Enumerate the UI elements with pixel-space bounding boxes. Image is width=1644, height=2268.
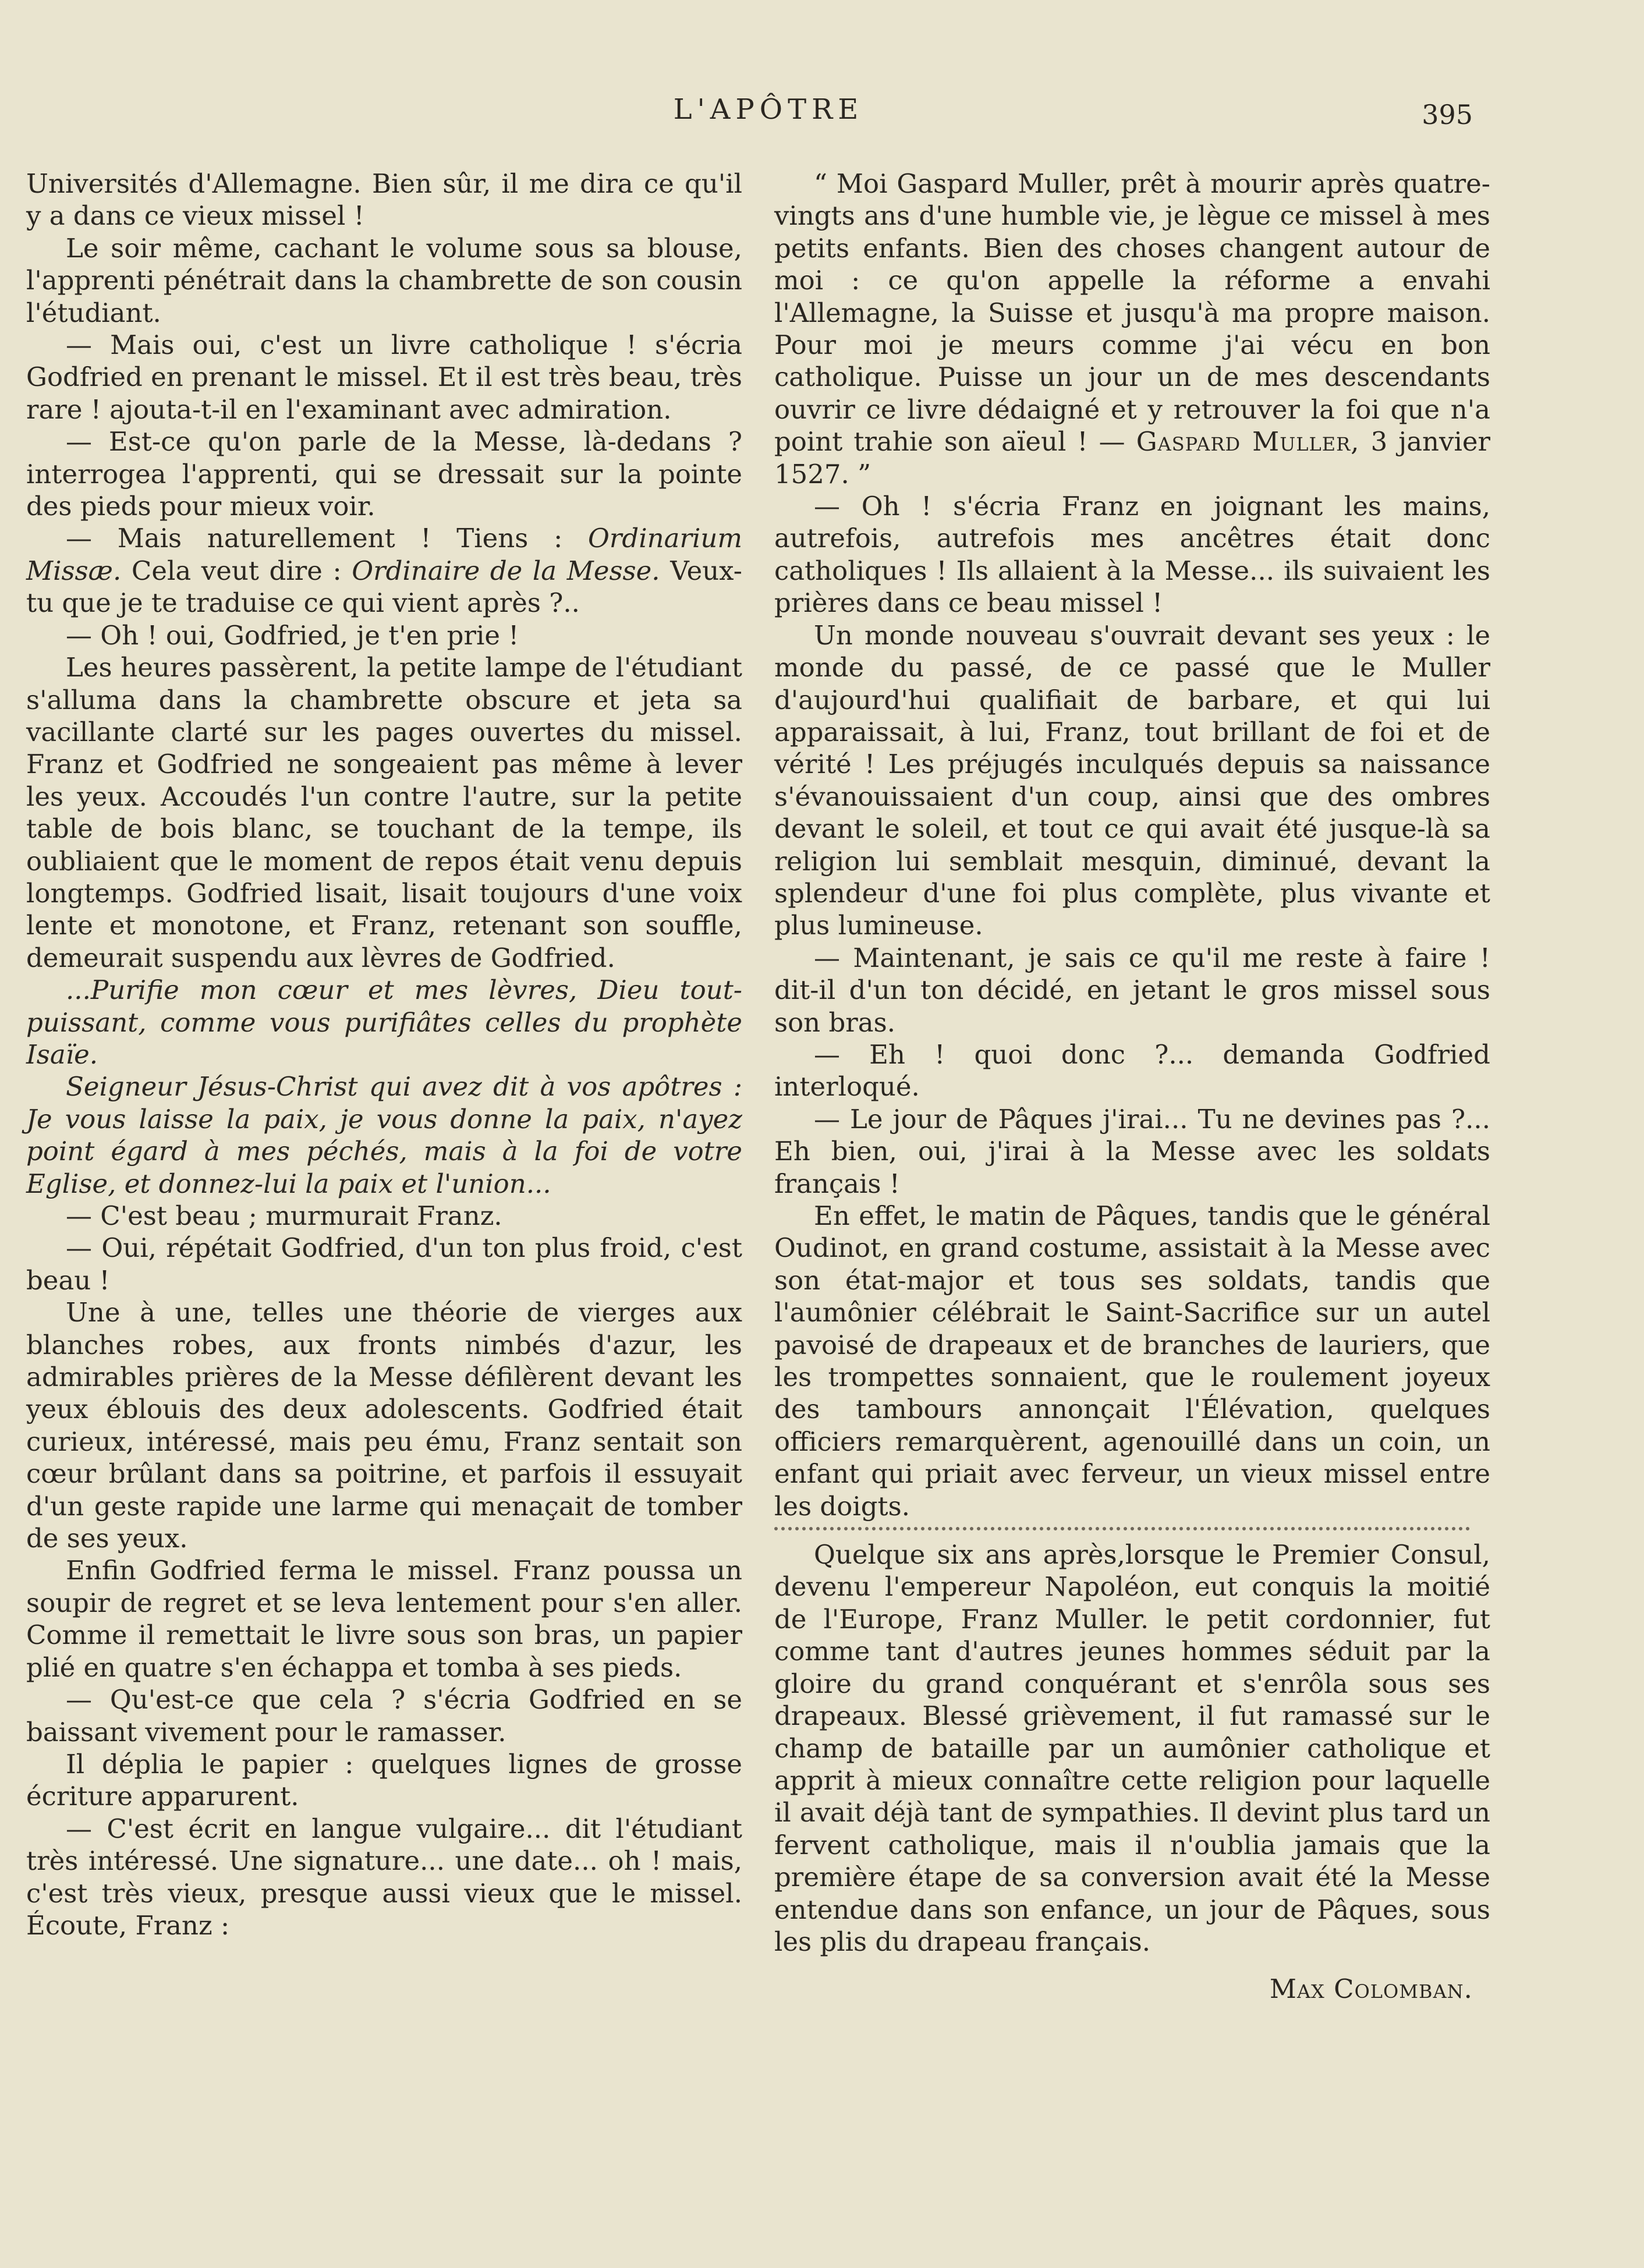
paragraph: — Eh ! quoi donc ?... demanda Godfried interloqué. [774,1039,1490,1103]
paragraph: Les heures passèrent, la petite lampe de l'étudiant s'alluma dans la chambrette obscure et jeta sa vacillante clarté sur les pages ouvertes du missel. Franz et Godfried ne songeaient pas même à lever les yeux. Accoudés l'un contre l'autre, sur la petite table de bois blanc, se touchant de la tempe, ils oubliaient que le moment de repos était venu depuis longtemps. Godfried lisait, lisait toujours d'une voix lente et monotone, et Franz, retenant son souffle, demeurait suspendu aux lèvres de Godfried. [26,652,742,973]
text-run: — Mais naturellement ! Tiens : [66,523,563,554]
running-head: L'APÔTRE [673,93,864,126]
paragraph: — C'est beau ; murmurait Franz. [66,1200,502,1231]
paragraph: Quelque six ans après,lorsque le Premier Consul, devenu l'empereur Napoléon, eut conquis la moitié de l'Europe, Franz Muller. le petit cordonnier, fut comme tant d'autres jeunes hommes séduit par la gloire du grand conquérant et s'enrôla sous ses drapeaux. Blessé grièvement, il fut ramassé sur le champ de bataille par un aumônier catholique et apprit à mieux connaître cette religion pour laquelle il avait déjà tant de sympathies. Il devint plus tard un fervent catholique, mais il n'oublia jamais que la première étape de sa conversion avait été la Messe entendue dans son enfance, un jour de Pâques, sous les plis du drapeau français. [774,1539,1490,1957]
paragraph: — Est-ce qu'on parle de la Messe, là-dedans ? interrogea l'apprenti, qui se dressait sur la pointe des pieds pour mieux voir. [26,426,742,522]
text-run: Cela veut dire : [131,555,342,586]
paragraph [26,522,742,619]
latin-title: Ordinarium Missæ. [26,523,742,586]
paragraph: Enfin Godfried ferma le missel. Franz poussa un soupir de regret et se leva lentement pour s'en aller. Comme il remettait le livre sous son bras, un papier plié en quatre s'en échappa et tomba à ses pieds. [26,1555,742,1683]
paragraph: Un monde nouveau s'ouvrait devant ses yeux : le monde du passé, de ce passé que le Muller d'aujourd'hui qualifiait de barbare, et qui lui apparaissait, à lui, Franz, tout brillant de foi et de vérité ! Les préjugés inculqués depuis sa naissance s'évanouissaient d'un coup, ainsi que des ombres devant le soleil, et tout ce qui avait été jusque-là sa religion lui semblait mesquin, diminué, devant la splendeur d'une foi plus complète, plus vivante et plus lumineuse. [774,619,1490,941]
text-run: “ Moi Gaspard Muller, prêt à mourir après quatre-vingts ans d'une humble vie, je lègue ce missel à mes petits enfants. Bien des choses changent autour de moi : ce qu'on appelle la réforme a envahi l'Allemagne, la Suisse et jusqu'à ma propre maison. Pour moi je meurs comme j'ai vécu en bon catholique. Puisse un jour un de mes descendants ouvrir ce livre dédaigné et y retrouver la foi que n'a point trahie son aïeul ! — [774,168,1490,458]
dotted-separator [774,1527,1470,1530]
paragraph: — Oh ! oui, Godfried, je t'en prie ! [66,619,519,651]
paragraph: — Maintenant, je sais ce qu'il me reste à faire ! dit-il d'un ton décidé, en jetant le gros missel sous son bras. [774,942,1490,1038]
paragraph: En effet, le matin de Pâques, tandis que le général Oudinot, en grand costume, assistait à la Messe avec son état-major et tous ses soldats, tandis que l'aumônier célébrait le Saint-Sacrifice sur un autel pavoisé de drapeaux et de branches de lauriers, que les trompettes sonnaient, que le roulement joyeux des tambours annonçait l'Élévation, quelques officiers remarquèrent, agenouillé dans un coin, un enfant qui priait avec ferveur, un vieux missel entre les doigts. [774,1200,1490,1522]
paragraph: — Oui, répétait Godfried, d'un ton plus froid, c'est beau ! [26,1232,742,1296]
paragraph: Une à une, telles une théorie de vierges aux blanches robes, aux fronts nimbés d'azur, les admirables prières de la Messe défilèrent devant les yeux éblouis des deux adolescents. Godfried était curieux, intéressé, mais peu ému, Franz sentait son cœur brûlant dans sa poitrine, et parfois il essuyait d'un geste rapide une larme qui menaçait de tomber de ses yeux. [26,1297,742,1554]
page-number: 395 [1422,99,1473,130]
paragraph: Universités d'Allemagne. Bien sûr, il me dira ce qu'il y a dans ce vieux missel ! [26,168,742,232]
signature-name: Gaspard Muller, [1136,426,1360,458]
paragraph: Il déplia le papier : quelques lignes de grosse écriture apparurent. [26,1748,742,1812]
prayer-quote: Seigneur Jésus-Christ qui avez dit à vos apôtres : Je vous laisse la paix, je vous donne la paix, n'ayez point égard à mes péchés, mais à la foi de votre Eglise, et donnez-lui la paix et l'union... [26,1071,742,1199]
paragraph: — Qu'est-ce que cela ? s'écria Godfried en se baissant vivement pour le ramasser. [26,1684,742,1748]
paragraph: — Mais oui, c'est un livre catholique ! s'écria Godfried en prenant le missel. Et il est très beau, très rare ! ajouta-t-il en l'examinant avec admiration. [26,329,742,425]
signature-date: 3 janvier 1527. ” [774,426,1490,490]
letter-quote [774,168,1490,490]
author-signature: Max Colomban. [1269,1973,1473,2005]
paragraph: — C'est écrit en langue vulgaire... dit l'étudiant très intéressé. Une signature... une date... oh ! mais, c'est très vieux, presque aussi vieux que le missel. Écoute, Franz : [26,1813,742,1941]
paragraph: — Oh ! s'écria Franz en joignant les mains, autrefois, autrefois mes ancêtres était donc catholiques ! Ils allaient à la Messe... ils suivaient les prières dans ce beau missel ! [774,491,1490,619]
right-column [774,168,1490,2005]
prayer-quote: ...Purifie mon cœur et mes lèvres, Dieu tout-puissant, comme vous purifiâtes celles du prophète Isaïe. [26,974,742,1070]
left-column [26,168,742,1941]
text-run: Veux-tu que je te traduise ce qui vient après ?.. [26,555,742,619]
paragraph: — Le jour de Pâques j'irai... Tu ne devines pas ?... Eh bien, oui, j'irai à la Messe avec les soldats français ! [774,1103,1490,1199]
french-title: Ordinaire de la Messe. [352,555,660,586]
paragraph: Le soir même, cachant le volume sous sa blouse, l'apprenti pénétrait dans la chambrette de son cousin l'étudiant. [26,232,742,328]
